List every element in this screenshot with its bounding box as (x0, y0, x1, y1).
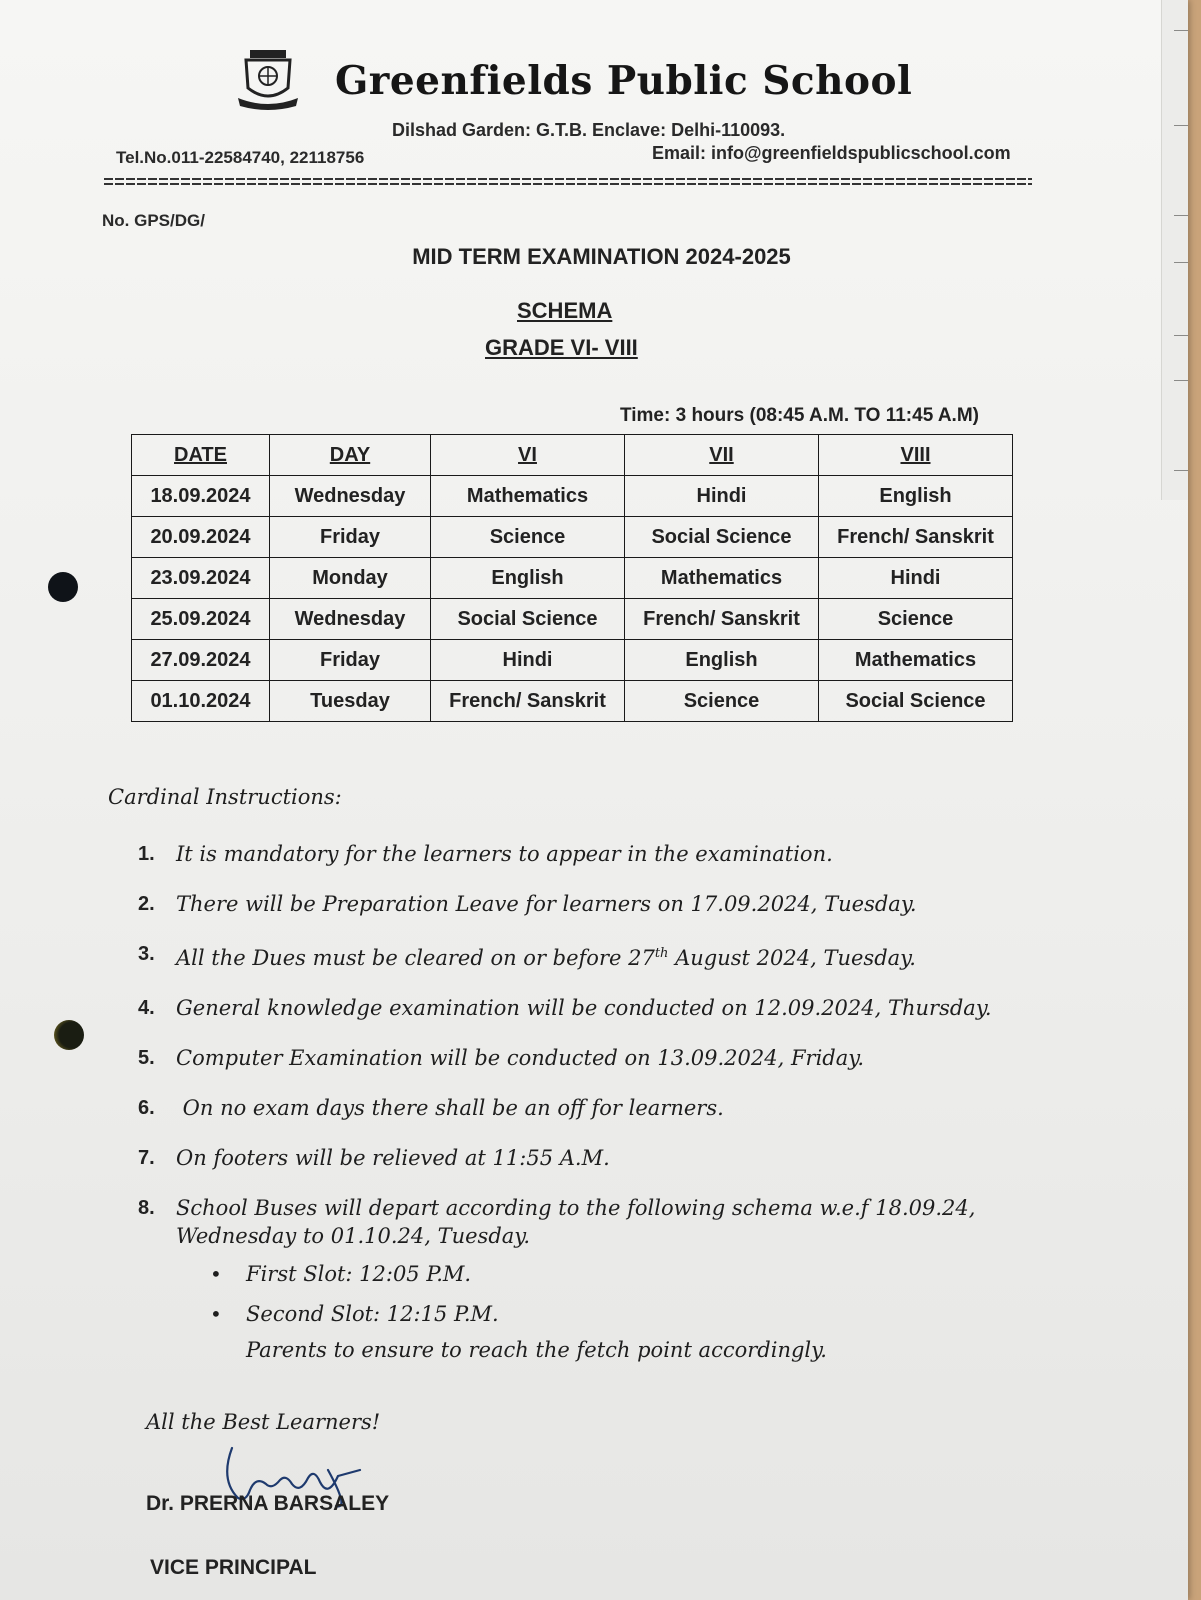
telephone-numbers: Tel.No.011-22584740, 22118756 (116, 148, 365, 167)
table-cell: Tuesday (270, 681, 431, 722)
punch-hole (48, 572, 78, 602)
table-row (132, 681, 1013, 722)
table-cell: 27.09.2024 (132, 640, 270, 681)
parents-note: Parents to ensure to reach the fetch point accordingly. (246, 1338, 827, 1362)
schema-heading: SCHEMA (517, 298, 613, 323)
list-item: 6. On no exam days there shall be an off for learners. (138, 1096, 724, 1120)
table-cell: Social Science (625, 517, 819, 558)
table-cell: English (625, 640, 819, 681)
table-cell: Friday (270, 517, 431, 558)
table-cell: Social Science (819, 681, 1013, 722)
bus-slot: • First Slot: 12:05 P.M. (246, 1260, 1038, 1288)
exam-title: MID TERM EXAMINATION 2024-2025 (412, 244, 791, 269)
table-cell: Hindi (819, 558, 1013, 599)
table-header-row (132, 435, 1013, 476)
list-item: 8. School Buses will depart according to the following schema w.e.f 18.09.24, Wednesday to 01.10.24, Tuesday. • First Slot: 12:05 P.M. • Second Slot: 12:15 P.M. Parents to ensure to reach the fetch point accordingly. (176, 1194, 1038, 1364)
exam-time: Time: 3 hours (08:45 A.M. TO 11:45 A.M) (620, 405, 979, 426)
closing-line: All the Best Learners! (146, 1410, 381, 1434)
column-header: DAY (270, 435, 431, 476)
list-item: 2. There will be Preparation Leave for learners on 17.09.2024, Tuesday. (138, 892, 917, 916)
table-cell: Mathematics (819, 640, 1013, 681)
bus-slot: • Second Slot: 12:15 P.M. (246, 1300, 1038, 1328)
list-item: 1. It is mandatory for the learners to appear in the examination. (138, 842, 833, 866)
table-cell: Science (625, 681, 819, 722)
column-header: VII (625, 435, 819, 476)
list-item: 5. Computer Examination will be conducted on 13.09.2024, Friday. (138, 1046, 864, 1070)
header-divider (104, 178, 1032, 190)
table-cell: Monday (270, 558, 431, 599)
table-cell: English (819, 476, 1013, 517)
table-cell: 18.09.2024 (132, 476, 270, 517)
table-cell: French/ Sanskrit (625, 599, 819, 640)
table-cell: Science (819, 599, 1013, 640)
table-cell: French/ Sanskrit (431, 681, 625, 722)
list-item: 3. All the Dues must be cleared on or before 27th August 2024, Tuesday. (138, 943, 916, 970)
grade-heading: GRADE VI- VIII (485, 335, 638, 360)
table-cell: 20.09.2024 (132, 517, 270, 558)
exam-schedule-table (131, 434, 1013, 722)
table-cell: 01.10.2024 (132, 681, 270, 722)
table-cell: Mathematics (431, 476, 625, 517)
table-cell: Mathematics (625, 558, 819, 599)
table-row (132, 599, 1013, 640)
school-email: Email: info@greenfieldspublicschool.com (652, 143, 1011, 163)
signer-name: Dr. PRERNA BARSALEY (146, 1492, 390, 1515)
table-cell: Friday (270, 640, 431, 681)
instructions-list (138, 840, 1038, 1364)
table-cell: Hindi (431, 640, 625, 681)
column-header: VI (431, 435, 625, 476)
punch-hole (54, 1020, 84, 1050)
table-cell: 25.09.2024 (132, 599, 270, 640)
column-header: VIII (819, 435, 1013, 476)
table-cell: French/ Sanskrit (819, 517, 1013, 558)
table-cell: English (431, 558, 625, 599)
table-cell: 23.09.2024 (132, 558, 270, 599)
table-row (132, 558, 1013, 599)
table-cell: Wednesday (270, 476, 431, 517)
table-cell: Social Science (431, 599, 625, 640)
table-cell: Wednesday (270, 599, 431, 640)
school-name: Greenfields Public School (335, 58, 913, 104)
table-cell: Science (431, 517, 625, 558)
table-cell: Hindi (625, 476, 819, 517)
table-row (132, 517, 1013, 558)
school-crest-icon (236, 48, 300, 110)
column-header: DATE (132, 435, 270, 476)
list-item: 4. General knowledge examination will be conducted on 12.09.2024, Thursday. (138, 996, 992, 1020)
instructions-heading: Cardinal Instructions: (108, 785, 342, 809)
table-row (132, 640, 1013, 681)
list-item: 7. On footers will be relieved at 11:55 A.M. (138, 1146, 610, 1170)
school-address: Dilshad Garden: G.T.B. Enclave: Delhi-110093. (392, 120, 786, 140)
signer-role: VICE PRINCIPAL (150, 1556, 317, 1579)
table-row (132, 476, 1013, 517)
bus-slot-list (206, 1260, 1038, 1328)
reference-number: No. GPS/DG/ (102, 211, 205, 230)
